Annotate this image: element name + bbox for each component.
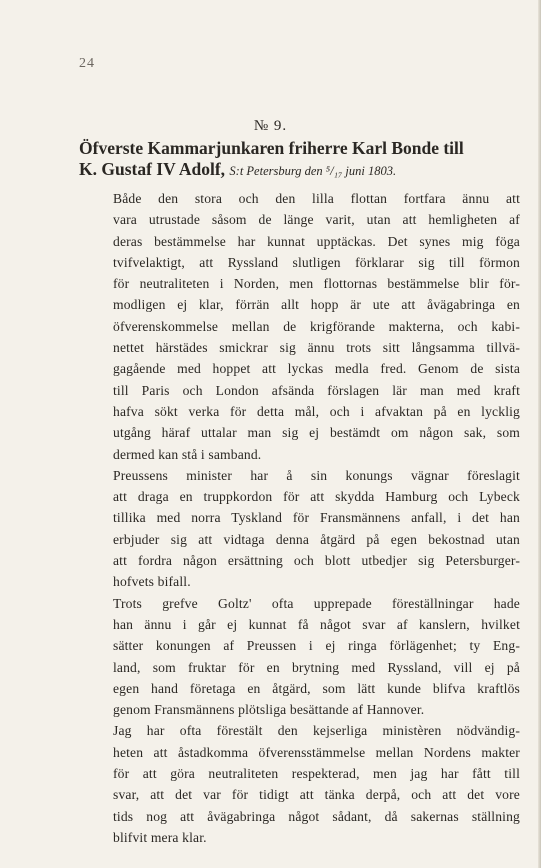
text-line: hofvets bifall. bbox=[113, 574, 191, 590]
paragraph-2 bbox=[79, 465, 520, 593]
paragraph-1 bbox=[79, 188, 520, 465]
text-line: tids nog att åvägabringa något sådant, då sakernas ställning bbox=[113, 808, 520, 824]
text-line: att fordra någon ersättning och blott utbedjer sig Petersburger- bbox=[113, 553, 520, 569]
text-line: tillika med norra Tyskland för Fransmännens anfall, i det han bbox=[113, 510, 520, 526]
text-line: genom Fransmännens plötsliga besättande af Hannover. bbox=[113, 702, 425, 718]
text-line: Preussens minister har å sin konungs vägnar föreslagit bbox=[113, 467, 520, 483]
letter-number: № 9. bbox=[253, 118, 288, 134]
text-line: utgång häraf uttalar man sig ej bestämdt om någon sak, som bbox=[113, 425, 520, 441]
text-line: Både den stora och den lilla flottan fortfara ännu att bbox=[113, 191, 520, 206]
heading-line-1: Öfverste Kammarjunkaren friherre Karl Bonde till bbox=[79, 138, 464, 158]
text-line: gagående med hoppet att lyckas medla fred. Genom de sista bbox=[113, 361, 520, 377]
letter-heading bbox=[79, 138, 520, 182]
text-line: öfverenskommelse mellan de krigförande makterna, och kabi- bbox=[113, 318, 520, 334]
paragraph-4 bbox=[79, 720, 520, 848]
text-line: vara utrustade såsom de länge varit, utan att hemligheten af bbox=[113, 212, 520, 228]
text-line: för att göra neutraliteten respekterad, men jag har fått till bbox=[113, 766, 520, 782]
text-line: land, som fruktar för en brytning med Ryssland, vill ej på bbox=[113, 659, 520, 675]
text-line: Trots grefve Goltz' ofta upprepade föreställningar hade bbox=[113, 595, 520, 611]
text-line: hafva sökt verka för detta mål, och i afvaktan på en lycklig bbox=[113, 403, 520, 419]
paragraph-3 bbox=[79, 593, 520, 721]
text-line: till Paris och London afsända förslagen lär man med kraft bbox=[113, 382, 520, 398]
letter-body bbox=[79, 188, 520, 848]
text-line: nettet härstädes smickrar sig ännu trots sitt långsamma tillvä- bbox=[113, 340, 520, 356]
text-line: svar, att det var för tidigt att tänka derpå, och att det vore bbox=[113, 787, 520, 803]
text-line: Jag har ofta förestält den kejserliga ministèren nödvändig- bbox=[113, 723, 520, 739]
heading-line-2 bbox=[79, 159, 520, 182]
heading-place-date: S:t Petersburg den ⁵/₁₇ juni 1803. bbox=[229, 164, 397, 178]
heading-recipient: K. Gustaf IV Adolf, bbox=[79, 159, 226, 179]
page-number: 24 bbox=[79, 56, 95, 71]
text-line: modligen ej klar, förrän allt hopp är ute att åvägabringa en bbox=[113, 297, 520, 313]
text-line: dermed kan stå i samband. bbox=[113, 446, 262, 462]
text-line: egen hand företaga en åtgärd, som lätt kunde blifva kraftlös bbox=[113, 680, 520, 696]
text-line: för neutraliteten i Norden, men flottornas bestämmelse blir för- bbox=[113, 276, 520, 292]
text-line: han ännu i går ej kunnat få något svar af kanslern, hvilket bbox=[113, 616, 520, 632]
text-line: deras bestämmelse har kunnat upptäckas. Det synes mig föga bbox=[113, 233, 520, 249]
text-line: sätter konungen af Preussen i ej ringa förlägenhet; ty Eng- bbox=[113, 638, 520, 654]
text-line: heten att åstadkomma öfverensstämmelse mellan Nordens makter bbox=[113, 744, 520, 760]
text-line: att draga en truppkordon för att skydda Hamburg och Lybeck bbox=[113, 489, 520, 505]
text-line: tvifvelaktigt, att Ryssland slutligen förklarar sig till förmon bbox=[113, 254, 520, 270]
text-line: erbjuder sig att vidtaga denna åtgärd på egen bekostnad utan bbox=[113, 531, 520, 547]
text-line: blifvit mera klar. bbox=[113, 829, 207, 845]
